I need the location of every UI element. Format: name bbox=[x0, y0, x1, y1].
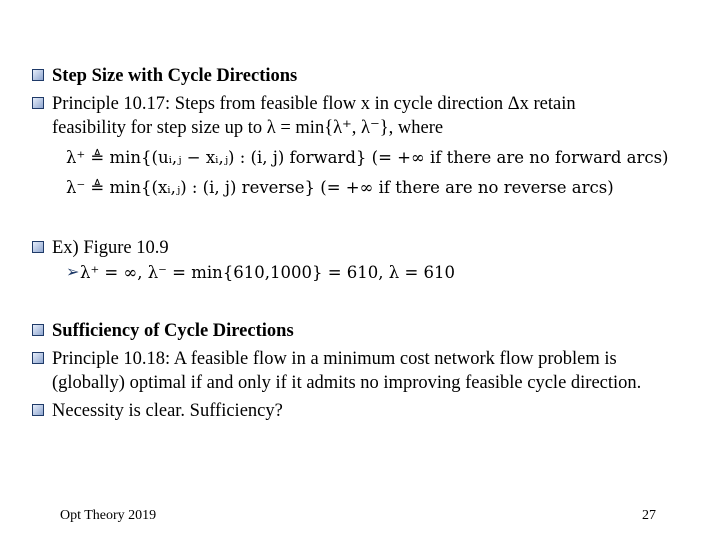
formula-lambda-minus: λ⁻ ≜ min{(xᵢ,ⱼ) : (i, j) reverse} (= +∞ if there are no reverse arcs) bbox=[66, 178, 614, 197]
principle-continuation: feasibility for step size up to λ = min{λ⁺, λ⁻}, where bbox=[52, 118, 444, 138]
example-result: λ⁺ = ∞, λ⁻ = min{610,1000} = 610, λ = 610 bbox=[80, 263, 456, 282]
square-bullet-icon bbox=[32, 69, 44, 81]
square-bullet-icon bbox=[32, 352, 44, 364]
square-bullet-icon bbox=[32, 404, 44, 416]
formula-lambda-plus: λ⁺ ≜ min{(uᵢ,ⱼ − xᵢ,ⱼ) : (i, j) forward} (= +∞ if there are no forward arcs) bbox=[66, 148, 669, 167]
example-text: Ex) Figure 10.9 bbox=[52, 238, 169, 258]
heading-text: Sufficiency of Cycle Directions bbox=[52, 321, 294, 341]
principle-continuation: (globally) optimal if and only if it admits no improving feasible cycle direction. bbox=[52, 373, 642, 393]
square-bullet-icon bbox=[32, 241, 44, 253]
heading-text: Step Size with Cycle Directions bbox=[52, 66, 298, 86]
page-number: 27 bbox=[642, 508, 656, 523]
principle-text: Principle 10.17: Steps from feasible flow x in cycle direction Δx retain bbox=[52, 94, 576, 114]
arrow-bullet-icon: ➢ bbox=[66, 264, 80, 281]
footer-course-label: Opt Theory 2019 bbox=[60, 508, 157, 523]
principle-text: Principle 10.18: A feasible flow in a minimum cost network flow problem is bbox=[52, 349, 617, 369]
square-bullet-icon bbox=[32, 97, 44, 109]
square-bullet-icon bbox=[32, 324, 44, 336]
necessity-text: Necessity is clear. Sufficiency? bbox=[52, 401, 283, 421]
